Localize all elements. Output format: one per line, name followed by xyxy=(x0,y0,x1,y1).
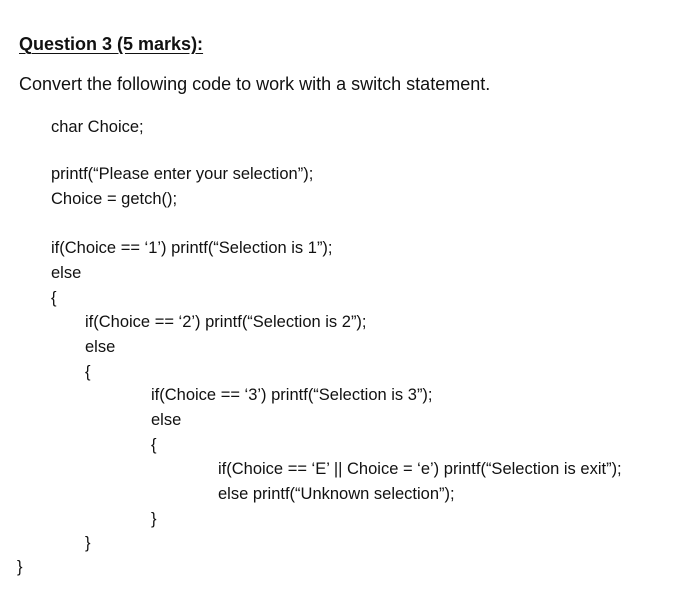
code-line: if(Choice == ‘E’ || Choice = ‘e’) printf(“Selection is exit”); xyxy=(218,460,622,478)
code-line: else xyxy=(85,338,116,356)
code-line: } xyxy=(151,510,157,528)
code-line: { xyxy=(151,436,157,454)
code-line: } xyxy=(85,534,91,552)
code-line: } xyxy=(17,558,23,576)
code-line: Choice = getch(); xyxy=(51,190,178,208)
code-line: if(Choice == ‘3’) printf(“Selection is 3”); xyxy=(151,386,433,404)
code-line: printf(“Please enter your selection”); xyxy=(51,165,314,183)
code-line: { xyxy=(85,363,91,381)
code-line: else printf(“Unknown selection”); xyxy=(218,485,455,503)
code-line: { xyxy=(51,289,57,307)
code-line: else xyxy=(51,264,82,282)
question-instruction: Convert the following code to work with a switch statement. xyxy=(19,74,491,94)
code-line: else xyxy=(151,411,182,429)
code-line: char Choice; xyxy=(51,118,144,136)
code-line: if(Choice == ‘2’) printf(“Selection is 2”); xyxy=(85,313,367,331)
question-heading: Question 3 (5 marks): xyxy=(19,34,204,54)
code-line: if(Choice == ‘1’) printf(“Selection is 1”); xyxy=(51,239,333,257)
